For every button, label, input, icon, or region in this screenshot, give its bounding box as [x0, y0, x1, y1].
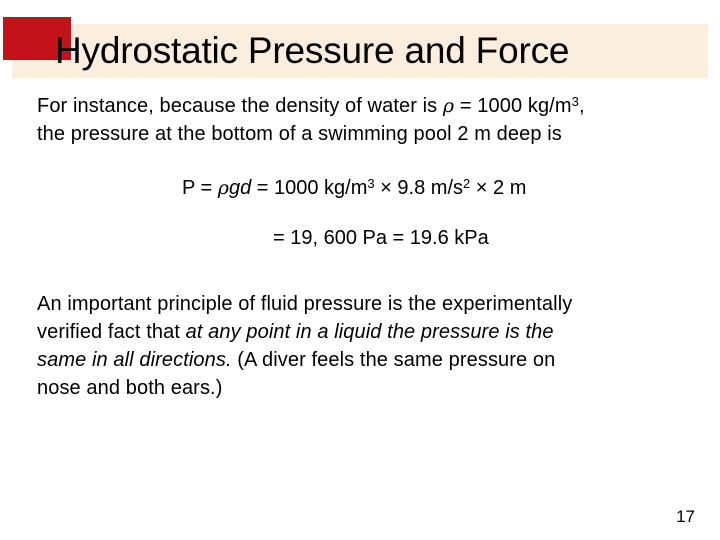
page-number: 17 — [676, 507, 695, 526]
principle-paragraph — [37, 290, 572, 402]
eq-lhs: P = — [182, 177, 218, 199]
eq-depth: × 2 m — [470, 177, 527, 199]
principle-emphasis: same in all directions. — [37, 349, 232, 371]
rho-symbol: ρ — [442, 95, 455, 117]
eq-gravity: × 9.8 m/s — [374, 177, 463, 199]
principle-line: nose and both ears.) — [37, 377, 223, 399]
principle-emphasis: at any point in a liquid the pressure is the — [185, 321, 554, 343]
superscript: 3 — [571, 94, 579, 109]
intro-text: For instance, because the density of water is — [37, 95, 443, 117]
superscript: 2 — [463, 176, 471, 191]
principle-line — [37, 346, 572, 374]
principle-text: (A diver feels the same pressure on — [231, 349, 556, 371]
superscript: 3 — [367, 176, 375, 191]
intro-text-line2: the pressure at the bottom of a swimming pool 2 m deep is — [37, 123, 562, 145]
intro-paragraph — [37, 92, 585, 148]
pressure-result: = 19, 600 Pa = 19.6 kPa — [273, 227, 489, 249]
slide-title: Hydrostatic Pressure and Force — [55, 30, 570, 71]
principle-line — [37, 318, 572, 346]
density-value: = 1000 kg/m — [454, 95, 572, 117]
eq-density: = 1000 kg/m — [251, 177, 368, 199]
eq-gd: gd — [228, 177, 252, 199]
punctuation: , — [578, 95, 585, 117]
rho-symbol: ρ — [217, 177, 229, 199]
principle-text: verified fact that — [37, 321, 186, 343]
pressure-equation — [182, 174, 526, 202]
principle-line: An important principle of fluid pressure is the experimentally — [37, 293, 573, 315]
